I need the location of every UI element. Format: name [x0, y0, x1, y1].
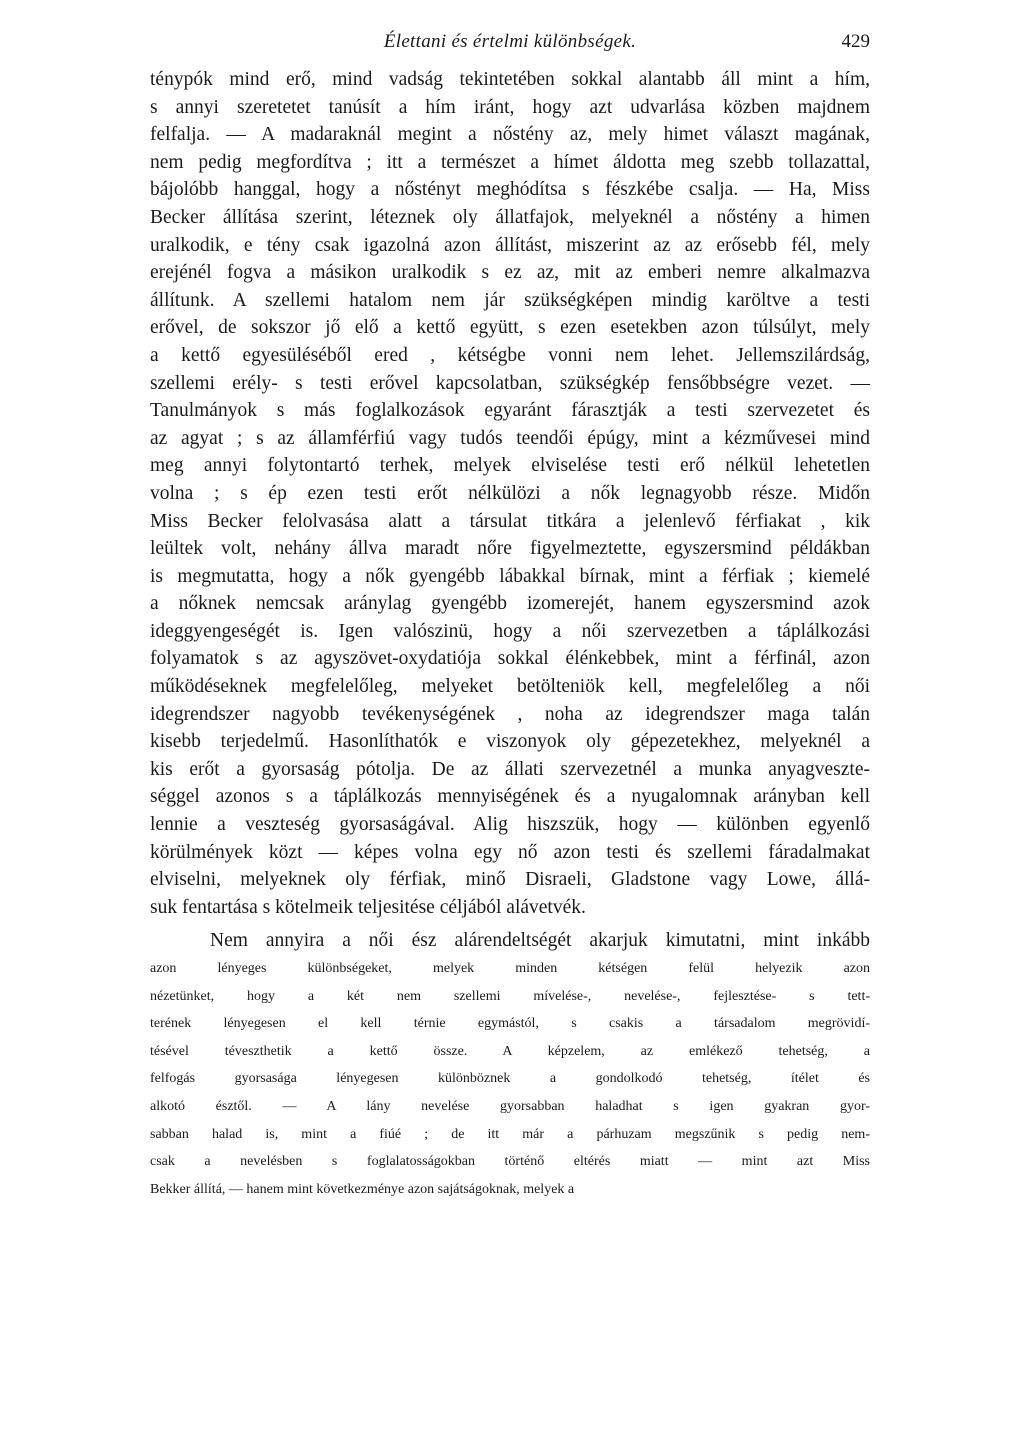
text-line: erejénél fogva a másikon uralkodik s ez az, mit az emberi nemre alkalmazva: [150, 262, 870, 284]
text-line: alkotó észtől. — A lány nevelése gyorsabban haladhat s igen gyakran gyor-: [150, 1098, 870, 1114]
text-line: ideggyengeségét is. Igen valószinü, hogy a női szervezetben a táplálkozási: [150, 620, 870, 642]
text-line: Miss Becker felolvasása alatt a társulat titkára a jelenlevő férfiakat , kik: [150, 510, 870, 532]
text-line: kis erőt a gyorsaság pótolja. De az állati szervezetnél a munka anyagveszte-: [150, 758, 870, 780]
body-text: [150, 66, 870, 1203]
text-line: működéseknek megfelelőleg, melyeket betölteniök kell, megfelelőleg a női: [150, 676, 870, 698]
text-line: is megmutatta, hogy a nők gyengébb lábakkal bírnak, mint a férfiak ; kiemelé: [150, 565, 870, 587]
text-line: az agyat ; s az államférfiú vagy tudós teendői épúgy, mint a kézművesei mind: [150, 427, 870, 449]
text-line: elviselni, melyeknek oly férfiak, minő Disraeli, Gladstone vagy Lowe, állá-: [150, 869, 870, 891]
text-line: meg annyi folytontartó terhek, melyek elviselése testi erő nélkül lehetetlen: [150, 455, 870, 477]
text-line: körülmények közt — képes volna egy nő azon testi és szellemi fáradalmakat: [150, 841, 870, 863]
text-line: szellemi erély- s testi erővel kapcsolatban, szükségkép fensőbbségre vezet. —: [150, 372, 870, 394]
text-line: a nőknek nemcsak aránylag gyengébb izomerejét, hanem egyszersmind azok: [150, 593, 870, 615]
paragraph: [150, 927, 870, 1203]
text-line: lennie a veszteség gyorsaságával. Alig hiszszük, hogy — különben egyenlő: [150, 814, 870, 836]
text-line: a kettő egyesüléséből ered , kétségbe vonni nem lehet. Jellemszilárdság,: [150, 344, 870, 366]
text-line: folyamatok s az agyszövet-oxydatiója sokkal élénkebbek, mint a férfinál, azon: [150, 648, 870, 670]
text-line: nem pedig megfordítva ; itt a természet a hímet áldotta meg szebb tollazattal,: [150, 151, 870, 173]
book-page: [150, 24, 870, 1203]
text-line: kisebb terjedelmű. Hasonlíthatók e viszonyok oly gépezetekhez, melyeknél a: [150, 731, 870, 753]
text-line: sabban halad is, mint a fiúé ; de itt már a párhuzam megszűnik s pedig nem-: [150, 1126, 870, 1142]
text-line: terének lényegesen el kell térnie egymástól, s csakis a társadalom megrövidí-: [150, 1016, 870, 1032]
text-line: Tanulmányok s más foglalkozások egyaránt fárasztják a testi szervezetet és: [150, 400, 870, 422]
text-line: s annyi szeretetet tanúsít a hím iránt, hogy azt udvarlása közben majdnem: [150, 96, 870, 118]
text-line: idegrendszer nagyobb tevékenységének , noha az idegrendszer maga talán: [150, 703, 870, 725]
text-line: tésével téveszthetik a kettő össze. A képzelem, az emlékező tehetség, a: [150, 1043, 870, 1059]
text-line: leültek volt, nehány állva maradt nőre figyelmeztette, egyszersmind példákban: [150, 538, 870, 560]
text-line: felfalja. — A madaraknál megint a nőstény az, mely himet választ magának,: [150, 124, 870, 146]
text-line: séggel azonos s a táplálkozás mennyiségének és a nyugalomnak arányban kell: [150, 786, 870, 808]
text-line: Becker állítása szerint, léteznek oly állatfajok, melyeknél a nőstény a himen: [150, 206, 870, 228]
running-title: Élettani és értelmi különbségek.: [383, 31, 637, 52]
text-line: ténypók mind erő, mind vadság tekintetében sokkal alantabb áll mint a hím,: [150, 69, 870, 90]
text-line: állítunk. A szellemi hatalom nem jár szükségképen mindig karöltve a testi: [150, 289, 870, 311]
paragraph: [150, 66, 870, 921]
text-line: Nem annyira a női ész alárendeltségét akarjuk kimutatni, mint inkább: [210, 930, 870, 952]
text-line: suk fentartása s kötelmeik teljesitése céljából alávetvék.: [150, 896, 586, 918]
text-line: nézetünket, hogy a két nem szellemi mívelése-, nevelése-, fejlesztése- s tett-: [150, 988, 870, 1004]
text-line: csak a nevelésben s foglalatosságokban történő eltérés miatt — mint azt Miss: [150, 1154, 870, 1170]
text-line: felfogás gyorsasága lényegesen különböznek a gondolkodó tehetség, ítélet és: [150, 1071, 870, 1087]
text-line: uralkodik, e tény csak igazolná azon állítást, miszerint az az erősebb fél, mely: [150, 234, 870, 256]
text-line: volna ; s ép ezen testi erőt nélkülözi a nők legnagyobb része. Midőn: [150, 482, 870, 504]
text-line: Bekker állítá, — hanem mint következménye azon sajátságoknak, melyek a: [150, 1181, 575, 1197]
page-number: 429: [841, 31, 870, 52]
text-line: bájolóbb hanggal, hogy a nőstényt meghódítsa s fészkébe csalja. — Ha, Miss: [150, 179, 870, 201]
text-line: erővel, de sokszor jő elő a kettő együtt, s ezen esetekben azon túlsúlyt, mely: [150, 317, 870, 339]
running-head: [150, 24, 870, 60]
text-line: azon lényeges különbségeket, melyek minden kétségen felül helyezik azon: [150, 961, 870, 976]
